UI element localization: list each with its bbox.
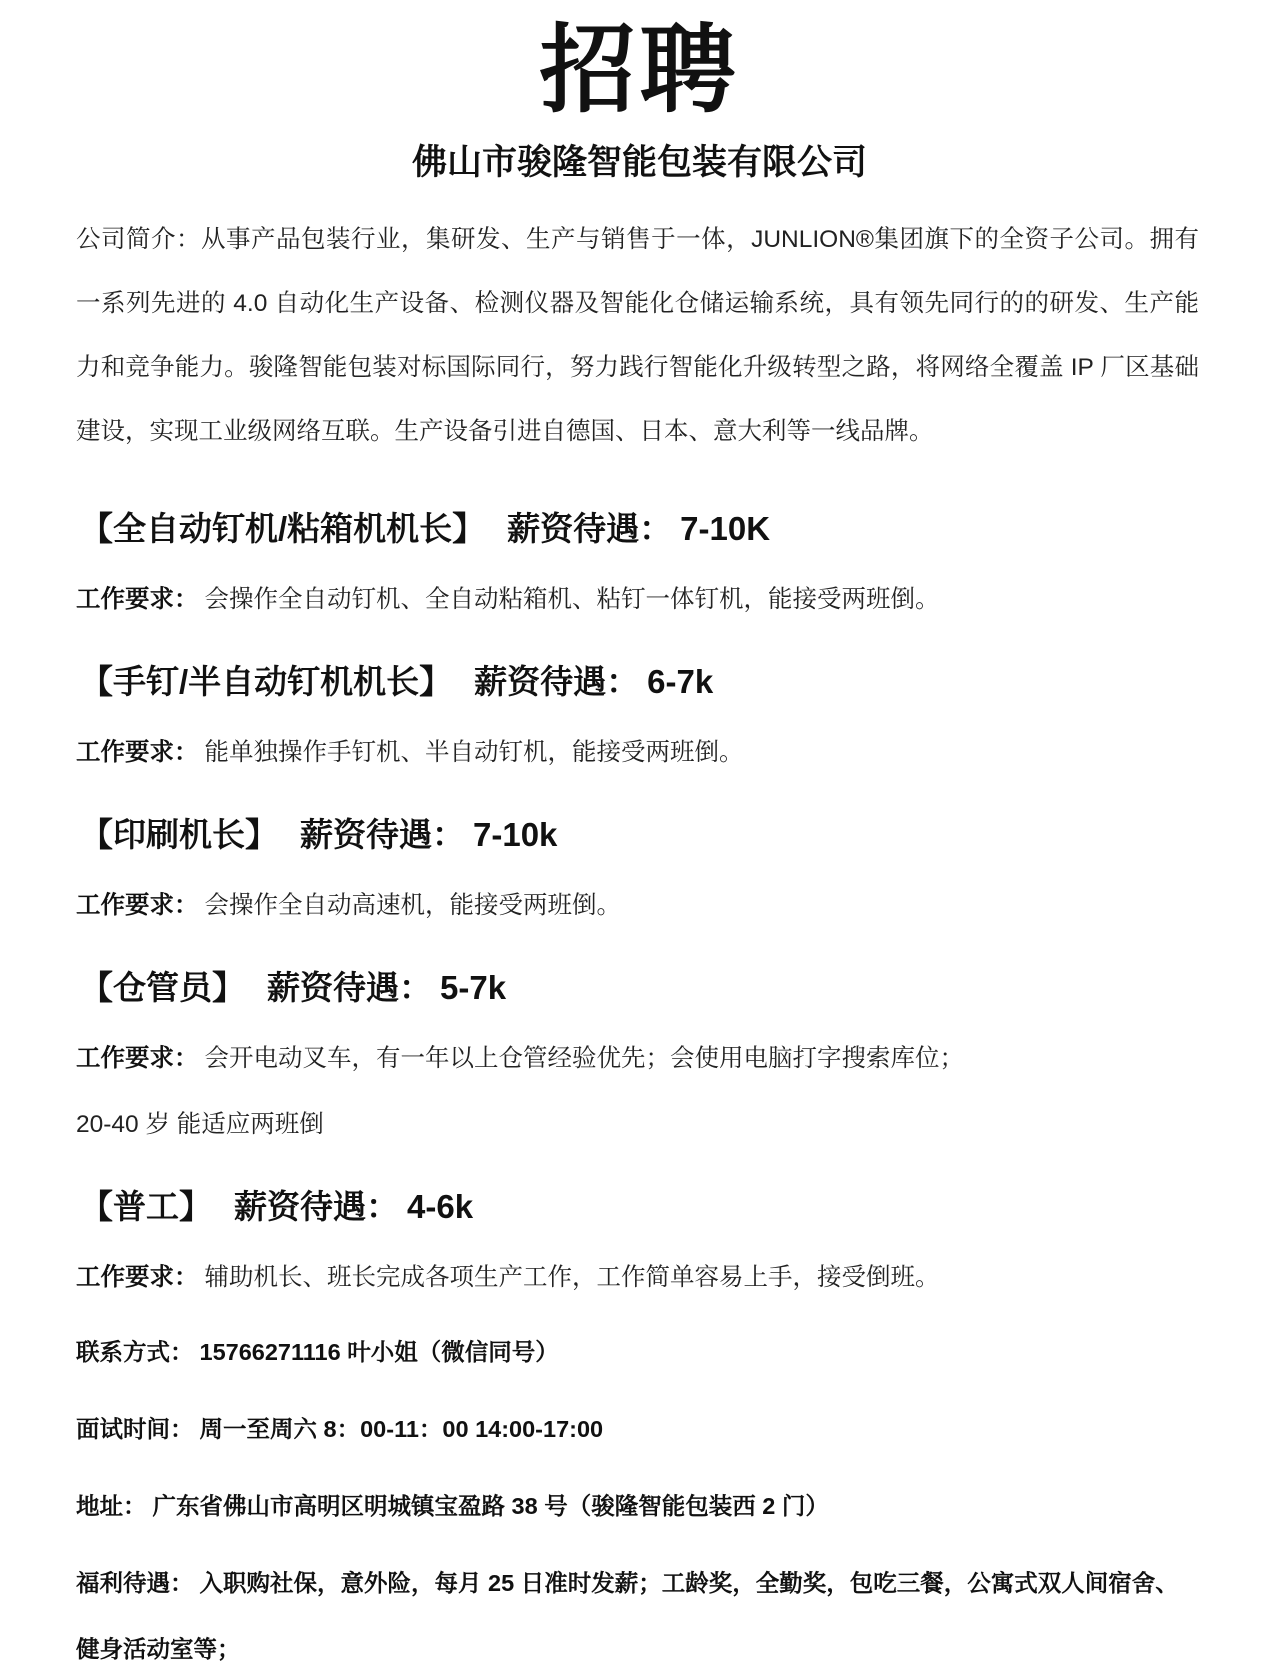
- job-section-auto-nailing-machine-operator: [0, 509, 1279, 617]
- salary-value: 7-10k: [473, 816, 558, 853]
- benefits-row: [76, 1550, 1201, 1676]
- benefits-label: 福利待遇：: [76, 1570, 194, 1596]
- address-value: 广东省佛山市高明区明城镇宝盈路 38 号（骏隆智能包装西 2 门）: [152, 1493, 829, 1519]
- job-section-general-worker: [0, 1187, 1279, 1295]
- requirements-label: 工作要求：: [76, 892, 199, 919]
- poster-title: 招聘: [539, 17, 740, 124]
- job-section-printing-machine-operator: [0, 815, 1279, 923]
- job-salary: [507, 510, 770, 547]
- job-salary: [267, 969, 506, 1006]
- job-salary: [300, 816, 557, 853]
- job-requirements: [76, 736, 1201, 770]
- salary-value: 5-7k: [440, 969, 507, 1006]
- requirements-text: 会操作全自动钉机、全自动粘箱机、粘钉一体钉机，能接受两班倒。: [204, 586, 940, 613]
- requirements-label: 工作要求：: [76, 1045, 199, 1072]
- salary-value: 7-10K: [680, 510, 771, 547]
- job-requirements: [76, 1042, 1201, 1076]
- company-name: 佛山市骏隆智能包装有限公司: [411, 143, 867, 182]
- address-label: 地址：: [76, 1493, 147, 1519]
- contact-phone-value: 15766271116 叶小姐（微信同号）: [199, 1339, 559, 1365]
- job-name: 【仓管员】: [80, 969, 245, 1006]
- contact-phone-row: [76, 1332, 1201, 1372]
- salary-label: 薪资待遇：: [234, 1188, 399, 1225]
- salary-label: 薪资待遇：: [300, 816, 465, 853]
- job-name: 【普工】: [80, 1188, 212, 1225]
- job-section-manual-semi-auto-nailing-operator: [0, 662, 1279, 770]
- requirements-label: 工作要求：: [76, 1264, 199, 1291]
- requirements-text: 辅助机长、班长完成各项生产工作，工作简单容易上手，接受倒班。: [204, 1264, 940, 1291]
- salary-label: 薪资待遇：: [507, 510, 673, 547]
- requirements-text: 会开电动叉车，有一年以上仓管经验优先；会使用电脑打字搜索库位；: [204, 1045, 964, 1072]
- interview-time-label: 面试时间：: [76, 1416, 194, 1442]
- interview-time-value: 周一至周六 8：00-11：00 14:00-17:00: [199, 1416, 604, 1442]
- address-row: [76, 1486, 1201, 1526]
- interview-time-row: [76, 1409, 1201, 1449]
- job-salary: [234, 1188, 473, 1225]
- job-heading: [80, 968, 1201, 1008]
- job-name: 【手钉/半自动钉机机长】: [80, 663, 453, 700]
- requirements-text: 会操作全自动高速机，能接受两班倒。: [204, 892, 621, 919]
- job-heading: [80, 662, 1201, 702]
- job-name: 【全自动钉机/粘箱机机长】: [80, 510, 486, 547]
- salary-value: 6-7k: [647, 663, 714, 700]
- job-requirements: [76, 889, 1201, 923]
- salary-value: 4-6k: [407, 1188, 474, 1225]
- job-salary: [474, 663, 713, 700]
- salary-label: 薪资待遇：: [474, 663, 640, 700]
- requirements-label: 工作要求：: [76, 739, 199, 766]
- job-requirements: [76, 583, 1201, 617]
- job-requirements-continued: 20-40 岁 能适应两班倒: [76, 1111, 324, 1138]
- requirements-label: 工作要求：: [76, 586, 199, 613]
- job-requirements: [76, 1261, 1201, 1295]
- job-name: 【印刷机长】: [80, 816, 278, 853]
- benefits-value: 入职购社保，意外险，每月 25 日准时发薪；工龄奖，全勤奖，包吃三餐，公寓式双人间宿舍、健身活动室等；: [76, 1570, 1179, 1662]
- job-heading: [80, 509, 1201, 549]
- company-intro: 公司简介：从事产品包装行业，集研发、生产与销售于一体，JUNLION®集团旗下的全资子公司。拥有一系列先进的 4.0 自动化生产设备、检测仪器及智能化仓储运输系统，具有领先同行的的研发、生产能力和竞争能力。骏隆智能包装对标国际同行，努力践行智能化升级转型之路，将网络全覆盖 IP 厂区基础建设，实现工业级网络互联。生产设备引进自德国、日本、意大利等一线品牌。: [76, 226, 1199, 445]
- salary-label: 薪资待遇：: [267, 969, 432, 1006]
- requirements-text: 能单独操作手钉机、半自动钉机，能接受两班倒。: [204, 739, 744, 766]
- job-section-warehouse-keeper: [0, 968, 1279, 1142]
- contact-phone-label: 联系方式：: [76, 1339, 194, 1365]
- job-heading: [80, 815, 1201, 855]
- job-heading: [80, 1187, 1201, 1227]
